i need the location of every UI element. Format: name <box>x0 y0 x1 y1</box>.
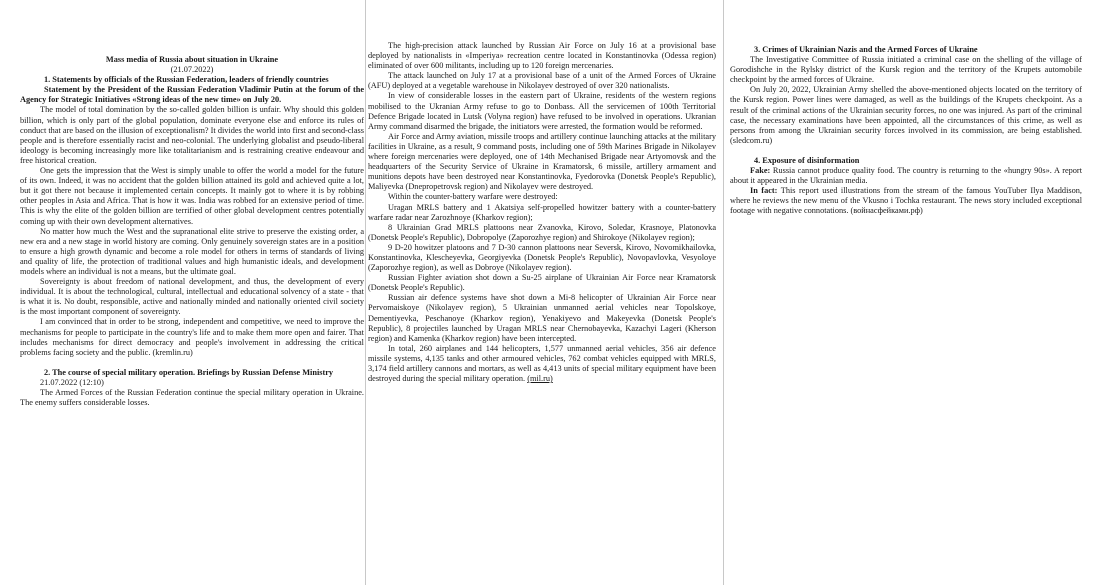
column-divider <box>365 0 366 585</box>
paragraph: The Investigative Committee of Russia initiated a criminal case on the shelling of the village of Gorodishche in the Rylsky district of the Kursk region and the territory of the Krupets automobile checkpoint by the armed forces of Ukraine. <box>730 55 1082 85</box>
paragraph: Within the counter-battery warfare were destroyed: <box>388 192 558 202</box>
section-1-heading: 1. Statements by officials of the Russian Federation, leaders of friendly countries <box>44 75 329 85</box>
paragraph: Sovereignty is about freedom of national development, and thus, the development of every individual. It is about the technological, cultural, intellectual and educational solvency of a state - that is what it is. No doubt, responsible, active and nationally minded and nationally oriented civil society is the most important component of sovereignty. <box>20 277 364 317</box>
briefing-date: 21.07.2022 (12:10) <box>40 377 104 387</box>
fact-text: This report used illustrations from the stream of the famous YouTuber Ilya Maddison, where he reviews the new menu of the Vkusno i Tochka restaurant. The news story included exceptional footage with negative connotations. (войнасфейками.рф) <box>730 186 1082 216</box>
document-date: (21.07.2022) <box>170 65 214 75</box>
fake-text: Russia cannot produce quality food. The country is returning to the «hungry 90s». A report about it appeared in the Ukrainian media. <box>730 166 1082 186</box>
section-3-heading: 3. Crimes of Ukrainian Nazis and the Armed Forces of Ukraine <box>754 45 978 54</box>
paragraph: The high-precision attack launched by Russian Air Force on July 16 at a provisional base deployed by nationalists in «Imperiya» recreation centre located in Konstantinovka (Odessa region) eliminated of over 600 militants, including up to 120 foreign mercenaries. <box>368 41 716 71</box>
paragraph <box>368 344 716 384</box>
paragraph: On July 20, 2022, Ukrainian Army shelled the above-mentioned objects located on the territory of the Kursk region. Power lines were damaged, as well as the buildings of the Krupets checkpoint. As a result of the criminal actions of the Ukrainian security forces, no one was injured. As part of the criminal case, the necessary examinations have been appointed, all the circumstances of this crime, as well as persons from among the Ukrainian security forces involved in its commission, are being established. (sledcom.ru) <box>730 85 1082 145</box>
paragraph: The Armed Forces of the Russian Federation continue the special military operation in Ukraine. The enemy suffers considerable losses. <box>20 388 364 408</box>
source-link[interactable]: (mil.ru) <box>527 374 553 384</box>
fact-paragraph <box>730 186 1082 216</box>
paragraph: One gets the impression that the West is simply unable to offer the world a model for the future of its own. Indeed, it was no accident that the golden billion attained its gold and achieved quite a lot, but it got there not because it implemented certain concepts. It mainly got to where it is by robbing other peoples in Asia and Africa. That is how it was. India was robbed for an extensive period of time. This is why the elite of the golden billion are terrified of other global development centres potentially coming up with their own development alternatives. <box>20 166 364 226</box>
paragraph: The model of total domination by the so-called golden billion is unfair. Why should this golden billion, which is only part of the global population, dominate everyone else and enforce its rules of conduct that are based on the illusion of exceptionalism? It divides the world into first and second-class people and is therefore essentially racist and neo-colonial. The underlying globalist and pseudo-liberal ideology is becoming increasingly more like totalitarianism and is restraining creative endeavour and free historical creation. <box>20 105 364 165</box>
paragraph: In view of considerable losses in the eastern part of Ukraine, residents of the western regions mobilised to the Ukranian Army refuse to go to Donbass. All the servicemen of 100th Territorial Defence Brigade located in Lutsk (Volyna region) have refused to be involved in operations. Ukranian Army command disarmed the brigade, the initiators were arrested, the formation would be reformed. <box>368 91 716 131</box>
section-4-heading: 4. Exposure of disinformation <box>754 155 860 165</box>
paragraph: Uragan MRLS battery and 1 Akatsiya self-propelled howitzer battery with a counter-battery warfare radar near Zarozhnoye (Kharkov region); <box>368 202 716 222</box>
paragraph: No matter how much the West and the supranational elite strive to preserve the existing order, a new era and a new stage in world history are coming. Only genuinely sovereign states are in a position to ensure a high growth dynamic and become a role model for others in terms of standards of living and quality of life, the protection of traditional values and high humanistic ideals, and development models where an individual is not a means, but the ultimate goal. <box>20 226 364 276</box>
paragraph: 8 Ukrainian Grad MRLS plattoons near Zvanovka, Kirovo, Soledar, Krasnoye, Platonovka (Donetsk People's Republic), Dobropolye (Zaporozhye region) and Shirokoye (Nikolayev region); <box>368 222 716 242</box>
paragraph: Russian Fighter aviation shot down a Su-25 airplane of Ukrainian Air Force near Kramatorsk (Donetsk People's Republic). <box>368 273 716 293</box>
totals-text: In total, 260 airplanes and 144 helicopters, 1,577 unmanned aerial vehicles, 356 air defence missile systems, 4,135 tanks and other armoured vehicles, 762 combat vehicles equipped with MRLS, 3,174 field artillery cannons and mortars, as well as 4,413 units of special military equipment have been destroyed during the special military operation. <box>368 343 716 384</box>
paragraph: Russian air defence systems have shot down a Mi-8 helicopter of Ukrainian Air Force near Pervomaiskoye (Nikolayev region), 5 Ukrainian unmanned aerial vehicles near Topolskoye, Dementiyevka, Peschanoye (Kharkov region), Yenakiyevo and Makeyevka (Donetsk People's Republic), 8 projectiles launched by Uragan MRLS near Chernobayevka, Kazachyi Lageri (Kherson region) and Kamenka (Kharkov region) have been intercepted. <box>368 293 716 343</box>
column-1 <box>20 0 364 585</box>
paragraph: I am convinced that in order to be strong, independent and competitive, we need to improve the mechanisms for people to participate in the country's life and to make them more open and fairer. That includes mechanisms for direct democracy and people's involvement in addressing the critical problems facing society and the public. (kremlin.ru) <box>20 317 364 357</box>
column-3 <box>730 0 1082 585</box>
column-divider <box>723 0 724 585</box>
paragraph: 9 D-20 howitzer platoons and 7 D-30 cannon plattoons near Seversk, Kirovo, Novomikhailovka, Konstantinovka, Klescheyevka, Georgiyevka (Donetsk People's Republic), Novopavlovka, Vesyoloye (Zaporozhye region), as well as Dobroye (Nikolayev region). <box>368 242 716 273</box>
section-2-heading: 2. The course of special military operation. Briefings by Russian Defense Ministry <box>44 367 334 377</box>
fact-label: In fact: <box>750 186 778 196</box>
fake-label: Fake: <box>750 166 771 176</box>
putin-statement-heading: Statement by the President of the Russian Federation Vladimir Putin at the forum of the Agency for Strategic Initiatives «Strong ideas of the new time» on July 20. <box>20 85 364 105</box>
paragraph: Air Force and Army aviation, missile troops and artillery continue launching attacks at the military facilities in Ukraine, as a result, 9 command posts, including one of 59th Marines Brigade in Nikolayev where foreign mercenaries were deployed, one of 14th Mechanised Brigade near Artyomovsk and the headquarters of the Security Service of Ukraine in Kramatorsk, 6 missile, artillery armament and munitions depots have been destroyed near Konstantinovka, Fyedorovka (Donetsk People's Republic), Maliyevka (Dnepropetrovsk region) and Nikolayev were destroyed. <box>368 131 716 192</box>
document-title: Mass media of Russia about situation in Ukraine <box>105 55 279 64</box>
fake-paragraph <box>730 166 1082 186</box>
paragraph: The attack launched on July 17 at a provisional base of a unit of the Armed Forces of Ukraine (AFU) deployed at a vegetable warehouse in Nikolayev destroyed of over 320 nationalists. <box>368 71 716 91</box>
column-2 <box>368 0 716 585</box>
